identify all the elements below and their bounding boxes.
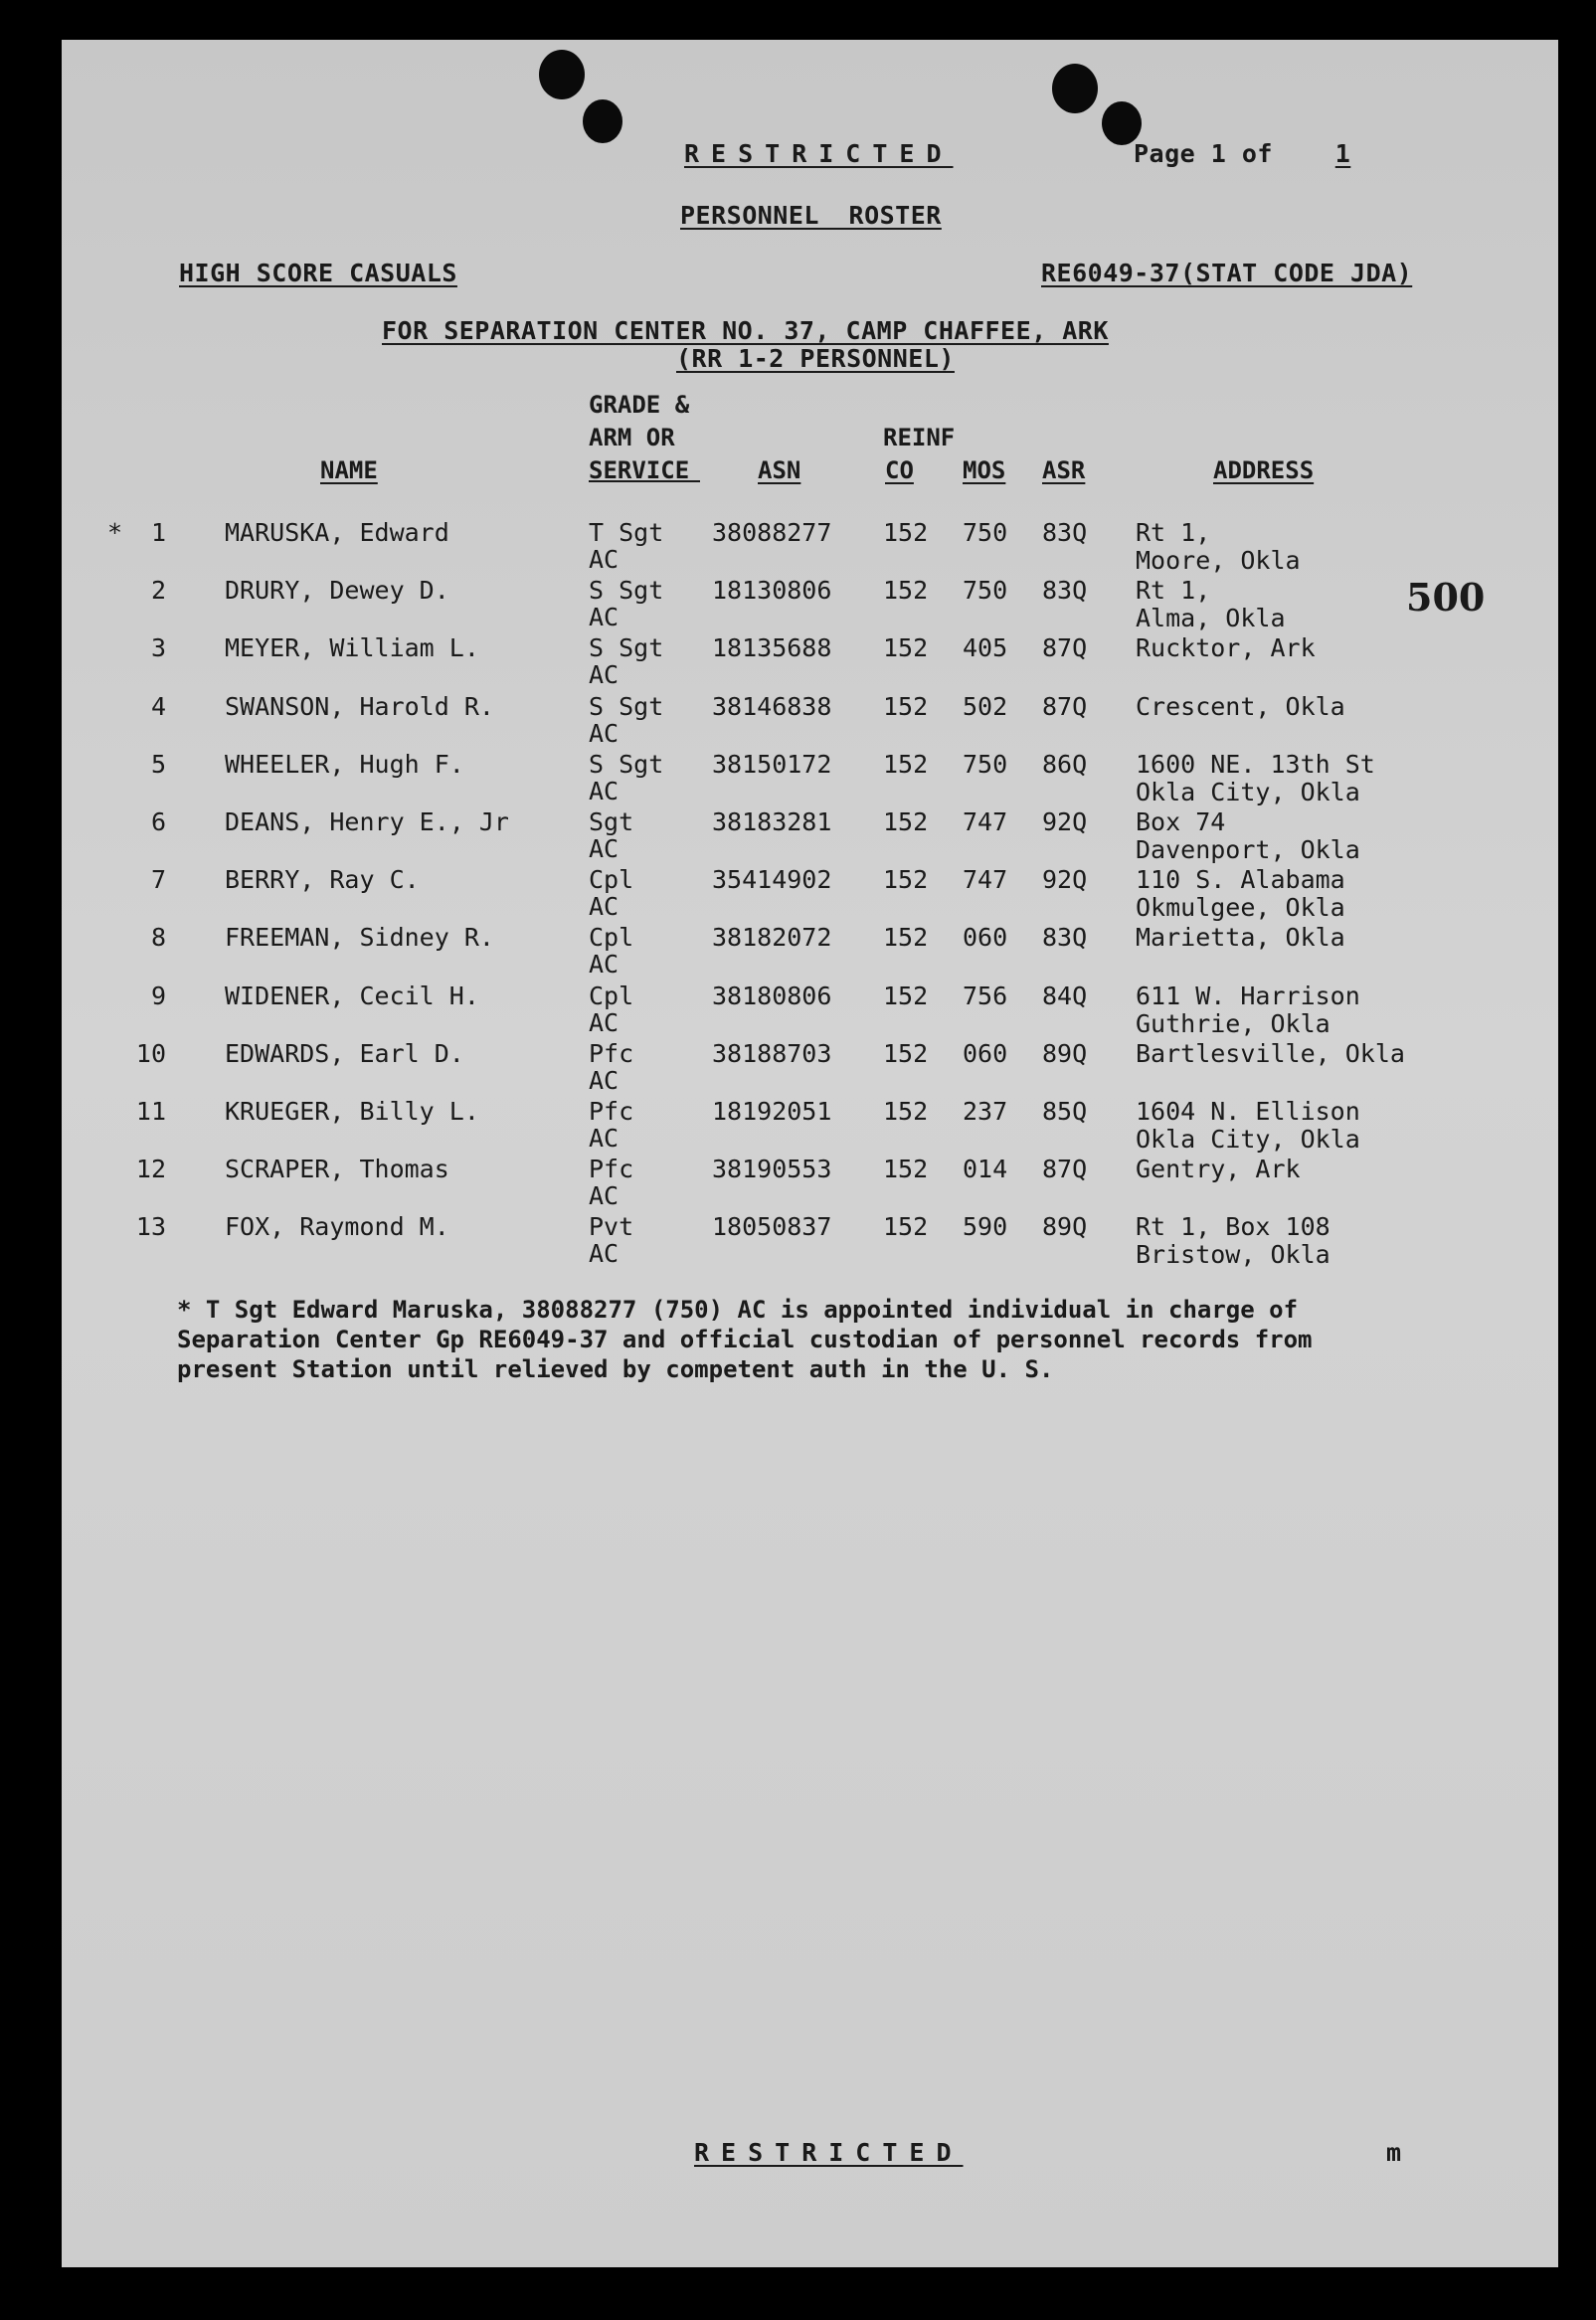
cell-num: 6 <box>150 807 166 836</box>
group-code: RE6049-37(STAT CODE JDA) <box>1041 259 1413 287</box>
page-label: Page 1 of 1 <box>1134 139 1398 168</box>
cell-addr1: Crescent, Okla <box>1136 691 1345 721</box>
cell-co: 152 <box>883 981 929 1010</box>
cell-arm: AC <box>589 1065 620 1095</box>
cell-mos: 756 <box>963 981 1008 1010</box>
table-row <box>62 982 1558 1039</box>
cell-num: 2 <box>150 576 166 606</box>
cell-arm: AC <box>589 660 620 690</box>
restricted-footer: RESTRICTED <box>694 2138 964 2167</box>
cell-asr: 89Q <box>1042 1212 1088 1242</box>
cell-asr: 89Q <box>1042 1038 1088 1068</box>
col-address-header: ADDRESS <box>1213 456 1315 484</box>
cell-addr1: Marietta, Okla <box>1136 923 1345 953</box>
cell-num: 7 <box>150 865 166 895</box>
cell-grade: T Sgt <box>589 518 664 547</box>
cell-num: 13 <box>135 1212 166 1242</box>
footnote: * T Sgt Edward Maruska, 38088277 (750) AC is appointed individual in charge of Separation Center Gp RE6049-37 and official custodian of personnel records from present Station until relieved by competent auth in the U. S. <box>177 1296 1313 1383</box>
cell-mos: 060 <box>963 923 1008 953</box>
cell-grade: Cpl <box>589 865 634 895</box>
cell-grade: S Sgt <box>589 749 664 779</box>
col-name-header: NAME <box>320 456 378 484</box>
cell-arm: AC <box>589 603 620 632</box>
cell-co: 152 <box>883 865 929 895</box>
cell-name: FOX, Raymond M. <box>225 1212 449 1242</box>
cell-asn: 38182072 <box>712 923 832 953</box>
col-reinf-header: REINF <box>883 424 956 451</box>
roster-page <box>62 40 1558 2267</box>
document-title: PERSONNEL ROSTER <box>680 201 942 230</box>
cell-asn: 38146838 <box>712 691 832 721</box>
cell-asn: 38183281 <box>712 807 832 836</box>
table-row <box>62 1212 1558 1270</box>
cell-num: 10 <box>135 1038 166 1068</box>
cell-co: 152 <box>883 691 929 721</box>
cell-addr1: 110 S. Alabama <box>1136 865 1345 895</box>
table-row <box>62 692 1558 750</box>
cell-name: SCRAPER, Thomas <box>225 1155 449 1184</box>
cell-num: 5 <box>150 749 166 779</box>
restricted-header: RESTRICTED <box>684 139 954 168</box>
cell-asr: 87Q <box>1042 633 1088 663</box>
cell-name: SWANSON, Harold R. <box>225 691 494 721</box>
cell-mos: 237 <box>963 1097 1008 1126</box>
cell-addr2: Guthrie, Okla <box>1136 1008 1330 1038</box>
cell-num: 8 <box>150 923 166 953</box>
cell-grade: Pfc <box>589 1155 634 1184</box>
cell-num: 12 <box>135 1155 166 1184</box>
table-row <box>62 576 1558 633</box>
cell-co: 152 <box>883 1097 929 1126</box>
cell-co: 152 <box>883 576 929 606</box>
col-asr-header: ASR <box>1042 456 1086 484</box>
cell-name: FREEMAN, Sidney R. <box>225 923 494 953</box>
cell-mos: 750 <box>963 749 1008 779</box>
cell-mos: 405 <box>963 633 1008 663</box>
cell-num: 3 <box>150 633 166 663</box>
cell-arm: AC <box>589 1181 620 1211</box>
cell-arm: AC <box>589 776 620 805</box>
cell-arm: AC <box>589 834 620 863</box>
cell-mos: 014 <box>963 1155 1008 1184</box>
cell-name: MARUSKA, Edward <box>225 518 449 547</box>
cell-asn: 38180806 <box>712 981 832 1010</box>
cell-addr2: Moore, Okla <box>1136 546 1301 575</box>
cell-asn: 38190553 <box>712 1155 832 1184</box>
cell-asn: 38150172 <box>712 749 832 779</box>
cell-mos: 590 <box>963 1212 1008 1242</box>
cell-addr1: Rucktor, Ark <box>1136 633 1316 663</box>
cell-asn: 18050837 <box>712 1212 832 1242</box>
cell-asr: 92Q <box>1042 807 1088 836</box>
cell-asn: 35414902 <box>712 865 832 895</box>
cell-arm: AC <box>589 1007 620 1037</box>
cell-name: WIDENER, Cecil H. <box>225 981 479 1010</box>
cell-arm: AC <box>589 1124 620 1153</box>
cell-co: 152 <box>883 807 929 836</box>
cell-name: KRUEGER, Billy L. <box>225 1097 479 1126</box>
cell-asr: 86Q <box>1042 749 1088 779</box>
cell-asr: 85Q <box>1042 1097 1088 1126</box>
cell-addr1: Rt 1, <box>1136 576 1211 606</box>
cell-addr1: 1604 N. Ellison <box>1136 1097 1360 1126</box>
table-row <box>62 1155 1558 1212</box>
cell-grade: Sgt <box>589 807 634 836</box>
cell-addr1: Rt 1, Box 108 <box>1136 1212 1330 1242</box>
cell-asr: 83Q <box>1042 518 1088 547</box>
cell-mos: 060 <box>963 1038 1008 1068</box>
cell-grade: Cpl <box>589 923 634 953</box>
cell-co: 152 <box>883 1212 929 1242</box>
cell-num: 4 <box>150 691 166 721</box>
cell-asr: 83Q <box>1042 923 1088 953</box>
cell-mos: 750 <box>963 576 1008 606</box>
separation-center-line: FOR SEPARATION CENTER NO. 37, CAMP CHAFFEE, ARK <box>382 316 1109 345</box>
table-row <box>62 807 1558 865</box>
cell-name: WHEELER, Hugh F. <box>225 749 464 779</box>
cell-addr1: 611 W. Harrison <box>1136 981 1360 1010</box>
cell-asr: 87Q <box>1042 691 1088 721</box>
roster-category: HIGH SCORE CASUALS <box>179 259 457 287</box>
cell-addr1: Bartlesville, Okla <box>1136 1038 1405 1068</box>
cell-addr2: Okla City, Okla <box>1136 1125 1360 1154</box>
cell-grade: S Sgt <box>589 633 664 663</box>
cell-arm: AC <box>589 545 620 574</box>
cell-grade: S Sgt <box>589 576 664 606</box>
table-row <box>62 923 1558 981</box>
personnel-class: (RR 1-2 PERSONNEL) <box>676 344 955 373</box>
cell-addr1: 1600 NE. 13th St <box>1136 749 1375 779</box>
col-mos-header: MOS <box>963 456 1006 484</box>
cell-num: 9 <box>150 981 166 1010</box>
table-row <box>62 1039 1558 1097</box>
table-row <box>62 633 1558 691</box>
cell-asn: 38088277 <box>712 518 832 547</box>
cell-name: MEYER, William L. <box>225 633 479 663</box>
cell-addr1: Box 74 <box>1136 807 1226 836</box>
cell-co: 152 <box>883 633 929 663</box>
cell-addr2: Davenport, Okla <box>1136 835 1360 864</box>
punch-hole <box>539 50 585 99</box>
cell-addr2: Alma, Okla <box>1136 604 1286 633</box>
cell-co: 152 <box>883 749 929 779</box>
cell-asn: 18192051 <box>712 1097 832 1126</box>
cell-num: 11 <box>135 1097 166 1126</box>
cell-mos: 747 <box>963 865 1008 895</box>
cell-asr: 92Q <box>1042 865 1088 895</box>
col-co-header: CO <box>885 456 914 484</box>
cell-asr: 83Q <box>1042 576 1088 606</box>
punch-hole <box>583 99 622 143</box>
page-total: 1 <box>1334 139 1351 168</box>
cell-addr2: Okmulgee, Okla <box>1136 893 1345 923</box>
cell-name: BERRY, Ray C. <box>225 865 420 895</box>
cell-mark: * <box>107 518 123 547</box>
cell-grade: Pvt <box>589 1212 634 1242</box>
cell-name: DEANS, Henry E., Jr <box>225 807 509 836</box>
cell-num: 1 <box>150 518 166 547</box>
cell-mos: 502 <box>963 691 1008 721</box>
cell-grade: Pfc <box>589 1038 634 1068</box>
col-grade-header: GRADE & ARM OR SERVICE <box>589 391 690 484</box>
col-asn-header: ASN <box>758 456 801 484</box>
cell-mos: 750 <box>963 518 1008 547</box>
corner-mark: m <box>1386 2138 1402 2167</box>
punch-hole <box>1052 64 1098 113</box>
cell-co: 152 <box>883 518 929 547</box>
cell-name: DRURY, Dewey D. <box>225 576 449 606</box>
cell-co: 152 <box>883 1038 929 1068</box>
cell-mos: 747 <box>963 807 1008 836</box>
cell-co: 152 <box>883 1155 929 1184</box>
cell-addr2: Bristow, Okla <box>1136 1240 1330 1270</box>
cell-arm: AC <box>589 1239 620 1269</box>
cell-co: 152 <box>883 923 929 953</box>
cell-arm: AC <box>589 718 620 748</box>
grade-underline <box>589 480 700 482</box>
cell-asr: 87Q <box>1042 1155 1088 1184</box>
table-row <box>62 750 1558 807</box>
cell-asn: 38188703 <box>712 1038 832 1068</box>
cell-addr2: Okla City, Okla <box>1136 777 1360 806</box>
cell-name: EDWARDS, Earl D. <box>225 1038 464 1068</box>
cell-grade: Cpl <box>589 981 634 1010</box>
cell-grade: Pfc <box>589 1097 634 1126</box>
table-row <box>62 1097 1558 1155</box>
cell-asr: 84Q <box>1042 981 1088 1010</box>
cell-arm: AC <box>589 950 620 980</box>
cell-asn: 18130806 <box>712 576 832 606</box>
cell-arm: AC <box>589 892 620 922</box>
cell-grade: S Sgt <box>589 691 664 721</box>
cell-addr1: Gentry, Ark <box>1136 1155 1301 1184</box>
cell-addr1: Rt 1, <box>1136 518 1211 547</box>
cell-asn: 18135688 <box>712 633 832 663</box>
table-row <box>62 865 1558 923</box>
table-row <box>62 518 1558 576</box>
handwritten-stamp: 500 <box>1406 575 1486 620</box>
